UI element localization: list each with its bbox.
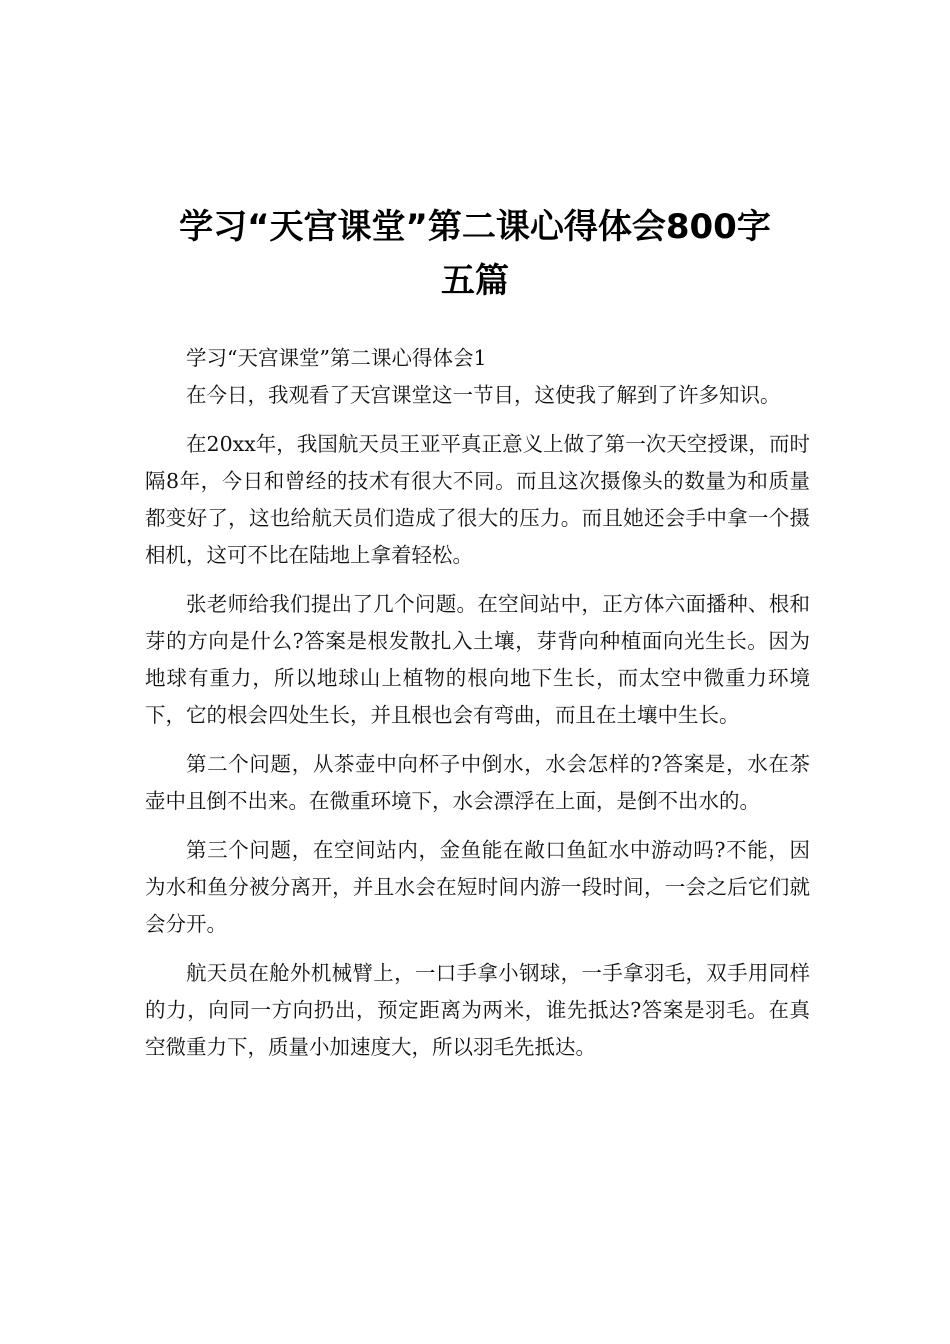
section-heading: 学习“天宫课堂”第二课心得体会1 <box>186 346 487 370</box>
paragraph: 张老师给我们提出了几个问题。在空间站中，正方体六面播种、根和芽的方向是什么?答案是根发散扎入土壤，芽背向种植面向光生长。因为地球有重力，所以地球山上植物的根向地下生长，而太空中微重力环境下，它的根会四处生长，并且根也会有弯曲，而且在土壤中生长。 <box>145 592 810 727</box>
document-body <box>145 340 810 1078</box>
title-line-1: 学习“天宫课堂”第二课心得体会800字 <box>179 207 771 247</box>
document-title <box>130 200 820 308</box>
paragraph: 在今日，我观看了天宫课堂这一节目，这使我了解到了许多知识。 <box>186 383 781 407</box>
title-line-2: 五篇 <box>441 261 509 301</box>
paragraph: 航天员在舱外机械臂上，一口手拿小钢球，一手拿羽毛，双手用同样的力，向同一方向扔出，预定距离为两米，谁先抵达?答案是羽毛。在真空微重力下，质量小加速度大，所以羽毛先抵达。 <box>145 961 810 1059</box>
paragraph: 第二个问题，从茶壶中向杯子中倒水，水会怎样的?答案是，水在茶壶中且倒不出来。在微重环境下，水会漂浮在上面，是倒不出水的。 <box>145 752 810 813</box>
paragraph: 第三个问题，在空间站内，金鱼能在敞口鱼缸水中游动吗?不能，因为水和鱼分被分离开，并且水会在短时间内游一段时间，一会之后它们就会分开。 <box>145 838 810 936</box>
paragraph: 在20xx年，我国航天员王亚平真正意义上做了第一次天空授课，而时隔8年，今日和曾经的技术有很大不同。而且这次摄像头的数量为和质量都变好了，这也给航天员们造成了很大的压力。而且她还会手中拿一个摄相机，这可不比在陆地上拿着轻松。 <box>145 432 810 567</box>
